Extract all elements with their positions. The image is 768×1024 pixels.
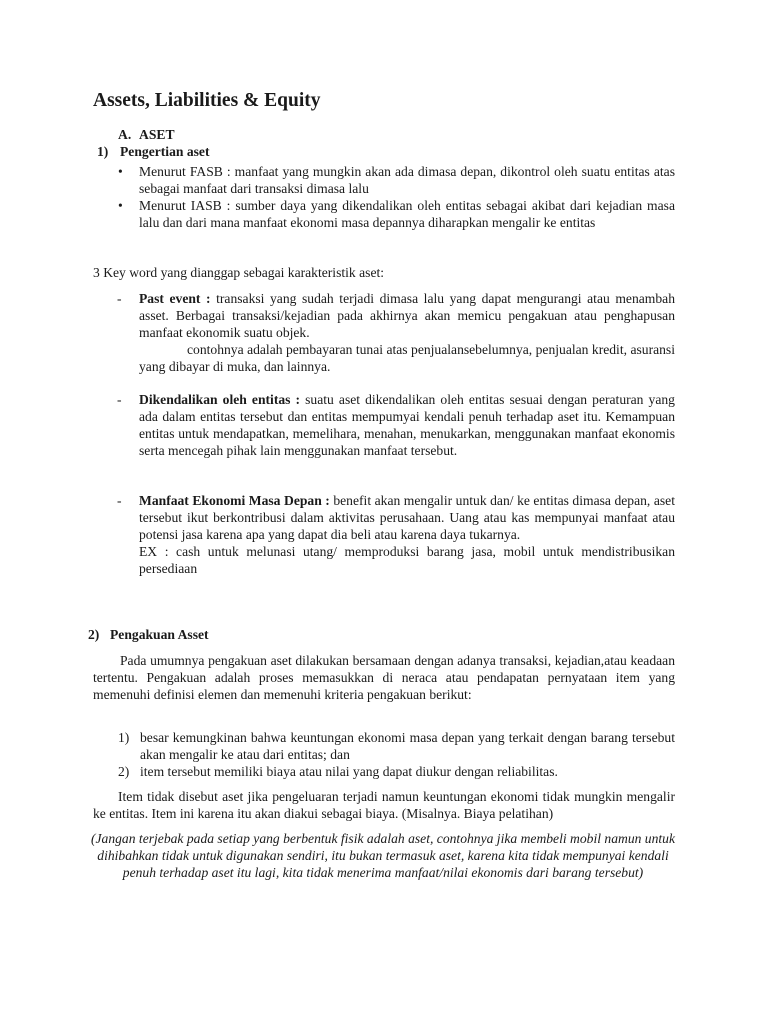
section-a-label: A.: [118, 127, 132, 142]
keyword-text: suatu aset dikendalikan oleh entitas sesuai dengan peraturan yang ada dalam entitas tersebut dan entitas mempumyai kendali penuh terhadap aset itu. Kemampuan entitas untuk mendapatkan, memelihara, menahan, menukarkan, menggunakan manfaat ekonomis serta mencegah pihak lain menggunakan manfaat tersebut.: [139, 392, 675, 458]
keyword-term: Manfaat Ekonomi Masa Depan :: [139, 493, 330, 508]
subsection-2-heading: [88, 626, 209, 643]
keyword-term: Dikendalikan oleh entitas :: [139, 392, 301, 407]
keyword-body: [139, 492, 675, 543]
keyword-term: Past event :: [139, 291, 211, 306]
subsection-1-heading: [97, 143, 209, 160]
dash-icon: -: [117, 291, 122, 306]
criteria-item: [118, 729, 675, 763]
keyword-controlled: [117, 391, 675, 459]
bullet-icon: •: [118, 164, 123, 179]
keywords-intro: 3 Key word yang dianggap sebagai karakteristik aset:: [93, 265, 385, 280]
subsection-1-number: 1): [97, 144, 109, 159]
non-asset-paragraph: Item tidak disebut aset jika pengeluaran terjadi namun keuntungan ekonomi tidak mungkin mengalir ke entitas. Item ini karena itu akan diakui sebagai biaya. (Misalnya. Biaya pelatihan): [93, 789, 675, 821]
definition-text: Menurut IASB : sumber daya yang dikendalikan oleh entitas sebagai akibat dari kejadian masa lalu dan dari mana manfaat ekonomi masa depannya diharapkan mengalir ke entitas: [139, 198, 675, 230]
section-a-title: ASET: [139, 127, 175, 142]
dash-icon: -: [117, 392, 122, 407]
criteria-number: 2): [118, 764, 130, 779]
subsection-2-number: 2): [88, 627, 100, 642]
criteria-text: besar kemungkinan bahwa keuntungan ekonomi masa depan yang terkait dengan barang tersebut akan mengalir ke atau dari entitas; dan: [140, 730, 675, 762]
definition-iasb: [118, 197, 675, 231]
keyword-body: [139, 290, 675, 341]
definition-fasb: [118, 163, 675, 197]
definition-list: [118, 163, 675, 231]
keyword-body: [139, 391, 675, 459]
definition-text: Menurut FASB : manfaat yang mungkin akan ada dimasa depan, dikontrol oleh suatu entitas atas sebagai manfaat dari transaksi dimasa lalu: [139, 164, 675, 196]
criteria-item: [118, 763, 675, 780]
subsection-2-title: Pengakuan Asset: [110, 627, 209, 642]
section-a-heading: [118, 126, 175, 143]
keyword-past-event: [117, 290, 675, 375]
keyword-text: transaksi yang sudah terjadi dimasa lalu yang dapat mengurangi atau menambah asset. Berbagai transaksi/kejadian pada akhirnya akan memicu pengakuan atau penghapusan manfaat ekonomik suatu objek.: [139, 291, 675, 340]
document-title: Assets, Liabilities & Equity: [93, 90, 321, 111]
keyword-example: EX : cash untuk melunasi utang/ memproduksi barang jasa, mobil untuk mendistribusikan persediaan: [139, 544, 675, 576]
criteria-list: [118, 729, 675, 780]
keyword-future-benefit: [117, 492, 675, 577]
recognition-intro: Pada umumnya pengakuan aset dilakukan bersamaan dengan adanya transaksi, kejadian,atau keadaan tertentu. Pengakuan adalah proses memasukkan di neraca atau pendapatan pernyataan item yang memenuhi definisi elemen dan memenuhi kriteria pengakuan berikut:: [93, 653, 675, 702]
subsection-1-title: Pengertian aset: [120, 144, 210, 159]
dash-icon: -: [117, 493, 122, 508]
keyword-text: benefit akan mengalir untuk dan/ ke entitas dimasa depan, aset tersebut ikut berkontribusi dalam aktivitas perusahaan. Uang atau kas mempunyai manfaat atau potensi jasa karena apa yang dapat dia beli atau karena daya tukarnya.: [139, 493, 675, 542]
criteria-number: 1): [118, 730, 130, 745]
bullet-icon: •: [118, 198, 123, 213]
keyword-example: contohnya adalah pembayaran tunai atas penjualansebelumnya, penjualan kredit, asuransi yang dibayar di muka, dan lainnya.: [139, 342, 675, 374]
italic-note: (Jangan terjebak pada setiap yang berbentuk fisik adalah aset, contohnya jika membeli mobil namun untuk dihibahkan tidak untuk digunakan sendiri, itu bukan termasuk aset, karena kita tidak mempunyai kendali penuh terhadap aset itu lagi, kita tidak menerima manfaat/nilai ekonomis dari barang tersebut): [90, 831, 676, 880]
criteria-text: item tersebut memiliki biaya atau nilai yang dapat diukur dengan reliabilitas.: [140, 764, 558, 779]
